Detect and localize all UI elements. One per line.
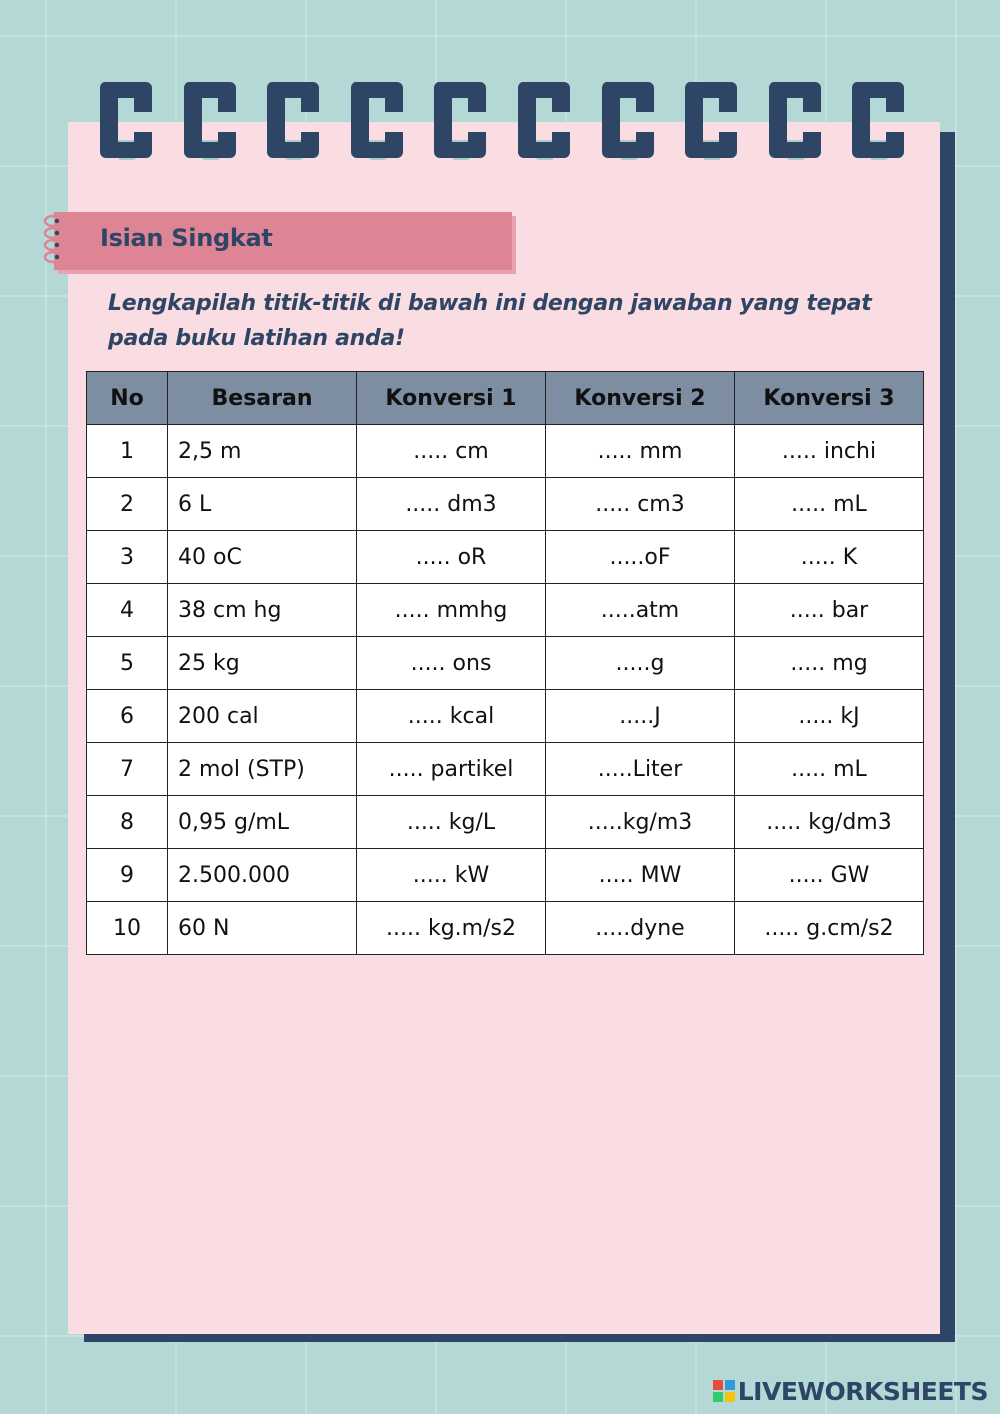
binder-rings bbox=[0, 0, 1000, 200]
binder-ring bbox=[265, 80, 321, 180]
binder-ring bbox=[349, 80, 405, 180]
cell-no: 10 bbox=[87, 902, 168, 955]
cell-konversi-3: ..... g.cm/s2 bbox=[735, 902, 924, 955]
table-row bbox=[87, 902, 924, 955]
table-row bbox=[87, 849, 924, 902]
cell-no: 2 bbox=[87, 478, 168, 531]
cell-besaran: 2 mol (STP) bbox=[168, 743, 357, 796]
cell-konversi-2: .....J bbox=[546, 690, 735, 743]
table-row bbox=[87, 584, 924, 637]
cell-konversi-2: ..... cm3 bbox=[546, 478, 735, 531]
header-konversi-3: Konversi 3 bbox=[735, 372, 924, 425]
cell-konversi-3: ..... mL bbox=[735, 743, 924, 796]
header-konversi-2: Konversi 2 bbox=[546, 372, 735, 425]
cell-besaran: 40 oC bbox=[168, 531, 357, 584]
spiral-icon bbox=[38, 210, 68, 270]
cell-konversi-1: ..... kg/L bbox=[357, 796, 546, 849]
cell-konversi-1: ..... kg.m/s2 bbox=[357, 902, 546, 955]
cell-besaran: 2,5 m bbox=[168, 425, 357, 478]
cell-konversi-1: ..... partikel bbox=[357, 743, 546, 796]
binder-ring bbox=[182, 80, 238, 180]
cell-konversi-2: .....Liter bbox=[546, 743, 735, 796]
section-title: Isian Singkat bbox=[100, 224, 273, 252]
binder-ring bbox=[516, 80, 572, 180]
table-row bbox=[87, 425, 924, 478]
cell-besaran: 6 L bbox=[168, 478, 357, 531]
cell-no: 7 bbox=[87, 743, 168, 796]
table-header-row bbox=[87, 372, 924, 425]
cell-konversi-3: ..... kJ bbox=[735, 690, 924, 743]
table-row bbox=[87, 690, 924, 743]
table-row bbox=[87, 478, 924, 531]
table-row bbox=[87, 743, 924, 796]
cell-konversi-3: ..... K bbox=[735, 531, 924, 584]
cell-no: 1 bbox=[87, 425, 168, 478]
cell-konversi-1: ..... oR bbox=[357, 531, 546, 584]
cell-no: 5 bbox=[87, 637, 168, 690]
logo-text: LIVEWORKSHEETS bbox=[737, 1376, 988, 1406]
cell-no: 9 bbox=[87, 849, 168, 902]
table-row bbox=[87, 637, 924, 690]
cell-konversi-1: ..... mmhg bbox=[357, 584, 546, 637]
cell-konversi-3: ..... inchi bbox=[735, 425, 924, 478]
cell-konversi-2: .....g bbox=[546, 637, 735, 690]
table-row bbox=[87, 531, 924, 584]
cell-besaran: 60 N bbox=[168, 902, 357, 955]
binder-ring bbox=[850, 80, 906, 180]
cell-besaran: 25 kg bbox=[168, 637, 357, 690]
cell-besaran: 2.500.000 bbox=[168, 849, 357, 902]
cell-konversi-1: ..... cm bbox=[357, 425, 546, 478]
binder-ring bbox=[683, 80, 739, 180]
table-row bbox=[87, 796, 924, 849]
binder-ring bbox=[600, 80, 656, 180]
header-konversi-1: Konversi 1 bbox=[357, 372, 546, 425]
cell-no: 6 bbox=[87, 690, 168, 743]
cell-konversi-3: ..... mL bbox=[735, 478, 924, 531]
cell-konversi-3: ..... GW bbox=[735, 849, 924, 902]
cell-konversi-2: ..... MW bbox=[546, 849, 735, 902]
cell-konversi-3: ..... mg bbox=[735, 637, 924, 690]
cell-konversi-3: ..... kg/dm3 bbox=[735, 796, 924, 849]
header-besaran: Besaran bbox=[168, 372, 357, 425]
cell-konversi-1: ..... ons bbox=[357, 637, 546, 690]
cell-konversi-1: ..... dm3 bbox=[357, 478, 546, 531]
liveworksheets-logo-icon bbox=[713, 1380, 735, 1402]
cell-konversi-2: ..... mm bbox=[546, 425, 735, 478]
cell-konversi-2: .....dyne bbox=[546, 902, 735, 955]
cell-konversi-2: .....oF bbox=[546, 531, 735, 584]
binder-ring bbox=[98, 80, 154, 180]
cell-besaran: 38 cm hg bbox=[168, 584, 357, 637]
cell-konversi-2: .....kg/m3 bbox=[546, 796, 735, 849]
cell-besaran: 200 cal bbox=[168, 690, 357, 743]
instruction-text: Lengkapilah titik-titik di bawah ini dengan jawaban yang tepat pada buku latihan anda! bbox=[108, 291, 872, 351]
cell-no: 4 bbox=[87, 584, 168, 637]
cell-konversi-3: ..... bar bbox=[735, 584, 924, 637]
conversion-table bbox=[86, 371, 924, 955]
cell-no: 8 bbox=[87, 796, 168, 849]
liveworksheets-logo[interactable] bbox=[713, 1376, 988, 1406]
cell-konversi-1: ..... kcal bbox=[357, 690, 546, 743]
cell-no: 3 bbox=[87, 531, 168, 584]
cell-konversi-1: ..... kW bbox=[357, 849, 546, 902]
binder-ring bbox=[767, 80, 823, 180]
header-no: No bbox=[87, 372, 168, 425]
binder-ring bbox=[432, 80, 488, 180]
cell-konversi-2: .....atm bbox=[546, 584, 735, 637]
cell-besaran: 0,95 g/mL bbox=[168, 796, 357, 849]
